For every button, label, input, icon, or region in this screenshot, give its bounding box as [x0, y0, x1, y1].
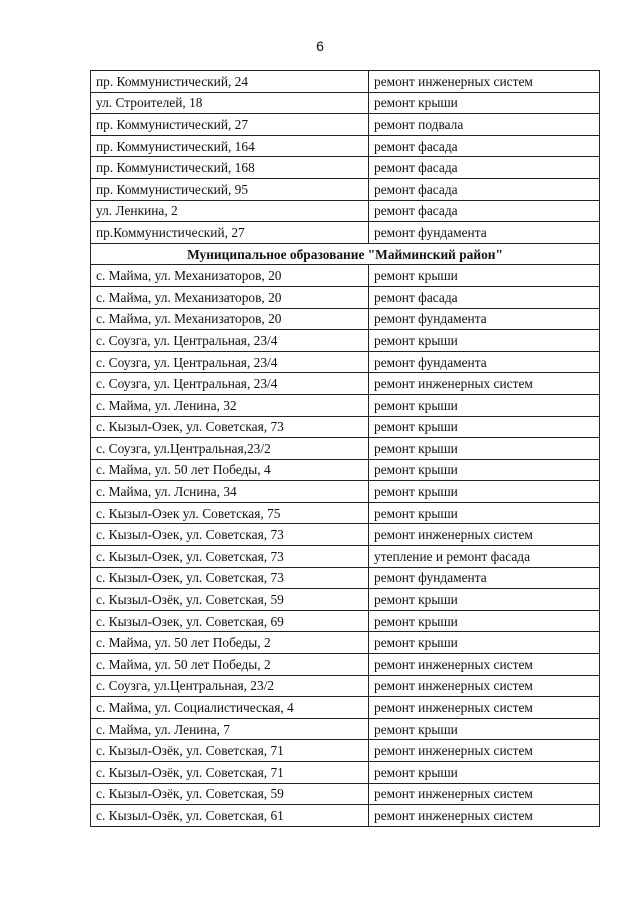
table-row	[91, 783, 600, 805]
address-cell: с. Майма, ул. 50 лет Победы, 4	[91, 459, 369, 481]
work-type-cell: ремонт фундамента	[369, 351, 600, 373]
table-row	[91, 762, 600, 784]
address-cell: с. Майма, ул. Механизаторов, 20	[91, 286, 369, 308]
address-cell: с. Майма, ул. Механизаторов, 20	[91, 308, 369, 330]
table-row	[91, 71, 600, 93]
work-type-cell: ремонт крыши	[369, 265, 600, 287]
table-body-after-section	[91, 265, 600, 826]
address-cell: с. Кызыл-Озёк, ул. Советская, 71	[91, 740, 369, 762]
address-cell: с. Соузга, ул. Центральная, 23/4	[91, 373, 369, 395]
address-cell: пр.Коммунистический, 27	[91, 222, 369, 244]
work-type-cell: ремонт инженерных систем	[369, 654, 600, 676]
table-row	[91, 481, 600, 503]
address-cell: ул. Ленкина, 2	[91, 200, 369, 222]
address-cell: с. Майма, ул. Механизаторов, 20	[91, 265, 369, 287]
address-cell: с. Кызыл-Озек, ул. Советская, 69	[91, 610, 369, 632]
work-type-cell: ремонт фундамента	[369, 222, 600, 244]
work-type-cell: ремонт фасада	[369, 157, 600, 179]
address-cell: с. Майма, ул. Ленина, 7	[91, 718, 369, 740]
table-row	[91, 286, 600, 308]
table-row	[91, 373, 600, 395]
table-row	[91, 718, 600, 740]
address-cell: с. Майма, ул. 50 лет Победы, 2	[91, 632, 369, 654]
address-cell: с. Майма, ул. 50 лет Победы, 2	[91, 654, 369, 676]
work-type-cell: ремонт инженерных систем	[369, 524, 600, 546]
table-row	[91, 546, 600, 568]
work-type-cell: ремонт фасада	[369, 200, 600, 222]
table-row	[91, 330, 600, 352]
work-type-cell: ремонт крыши	[369, 92, 600, 114]
address-cell: с. Кызыл-Озёк, ул. Советская, 59	[91, 589, 369, 611]
work-type-cell: ремонт инженерных систем	[369, 783, 600, 805]
address-cell: с. Кызыл-Озёк, ул. Советская, 71	[91, 762, 369, 784]
table-row	[91, 805, 600, 827]
table-row	[91, 394, 600, 416]
address-cell: пр. Коммунистический, 168	[91, 157, 369, 179]
address-cell: пр. Коммунистический, 24	[91, 71, 369, 93]
address-cell: с. Майма, ул. Лснина, 34	[91, 481, 369, 503]
work-type-cell: ремонт крыши	[369, 718, 600, 740]
table-row	[91, 135, 600, 157]
work-type-cell: ремонт крыши	[369, 481, 600, 503]
address-cell: с. Кызыл-Озек, ул. Советская, 73	[91, 567, 369, 589]
address-cell: с. Майма, ул. Ленина, 32	[91, 394, 369, 416]
table-row	[91, 351, 600, 373]
section-header-row	[91, 243, 600, 265]
table-row	[91, 308, 600, 330]
work-type-cell: ремонт фасада	[369, 286, 600, 308]
table-row	[91, 675, 600, 697]
work-type-cell: ремонт инженерных систем	[369, 675, 600, 697]
work-type-cell: ремонт инженерных систем	[369, 740, 600, 762]
table-row	[91, 632, 600, 654]
table-row	[91, 697, 600, 719]
work-type-cell: ремонт инженерных систем	[369, 71, 600, 93]
work-type-cell: ремонт инженерных систем	[369, 697, 600, 719]
address-cell: с. Кызыл-Озёк, ул. Советская, 61	[91, 805, 369, 827]
table-row	[91, 654, 600, 676]
table-row	[91, 222, 600, 244]
table-row	[91, 92, 600, 114]
work-type-cell: ремонт фасада	[369, 178, 600, 200]
table-row	[91, 200, 600, 222]
table-row	[91, 459, 600, 481]
work-type-cell: ремонт крыши	[369, 394, 600, 416]
address-cell: ул. Строителей, 18	[91, 92, 369, 114]
page-number: 6	[316, 38, 324, 54]
table-row	[91, 567, 600, 589]
work-type-cell: ремонт крыши	[369, 459, 600, 481]
address-cell: с. Майма, ул. Социалистическая, 4	[91, 697, 369, 719]
table-row	[91, 610, 600, 632]
address-cell: с. Соузга, ул.Центральная, 23/2	[91, 675, 369, 697]
table-row	[91, 524, 600, 546]
address-cell: с. Кызыл-Озек, ул. Советская, 73	[91, 416, 369, 438]
section-title: Муниципальное образование "Майминский район"	[91, 243, 600, 265]
address-cell: с. Кызыл-Озёк, ул. Советская, 59	[91, 783, 369, 805]
work-type-cell: ремонт крыши	[369, 762, 600, 784]
work-type-cell: ремонт фасада	[369, 135, 600, 157]
work-type-cell: утепление и ремонт фасада	[369, 546, 600, 568]
table-row	[91, 157, 600, 179]
work-type-cell: ремонт инженерных систем	[369, 373, 600, 395]
table-row	[91, 740, 600, 762]
table-row	[91, 416, 600, 438]
work-type-cell: ремонт крыши	[369, 438, 600, 460]
work-type-cell: ремонт фундамента	[369, 567, 600, 589]
work-type-cell: ремонт крыши	[369, 502, 600, 524]
work-type-cell: ремонт инженерных систем	[369, 805, 600, 827]
address-cell: пр. Коммунистический, 164	[91, 135, 369, 157]
table-row	[91, 265, 600, 287]
address-cell: с. Кызыл-Озек, ул. Советская, 73	[91, 524, 369, 546]
address-cell: с. Кызыл-Озек, ул. Советская, 73	[91, 546, 369, 568]
work-type-cell: ремонт подвала	[369, 114, 600, 136]
address-cell: пр. Коммунистический, 27	[91, 114, 369, 136]
table-row	[91, 502, 600, 524]
table-row	[91, 589, 600, 611]
work-type-cell: ремонт фундамента	[369, 308, 600, 330]
address-cell: с. Кызыл-Озек ул. Советская, 75	[91, 502, 369, 524]
table-row	[91, 114, 600, 136]
work-type-cell: ремонт крыши	[369, 589, 600, 611]
address-cell: с. Соузга, ул. Центральная, 23/4	[91, 351, 369, 373]
work-type-cell: ремонт крыши	[369, 632, 600, 654]
section-header-group	[91, 243, 600, 265]
address-cell: с. Соузга, ул.Центральная,23/2	[91, 438, 369, 460]
work-type-cell: ремонт крыши	[369, 416, 600, 438]
repair-registry-table	[90, 70, 600, 827]
address-cell: с. Соузга, ул. Центральная, 23/4	[91, 330, 369, 352]
work-type-cell: ремонт крыши	[369, 610, 600, 632]
table-body-before-section	[91, 71, 600, 244]
table-row	[91, 438, 600, 460]
address-cell: пр. Коммунистический, 95	[91, 178, 369, 200]
work-type-cell: ремонт крыши	[369, 330, 600, 352]
table-row	[91, 178, 600, 200]
